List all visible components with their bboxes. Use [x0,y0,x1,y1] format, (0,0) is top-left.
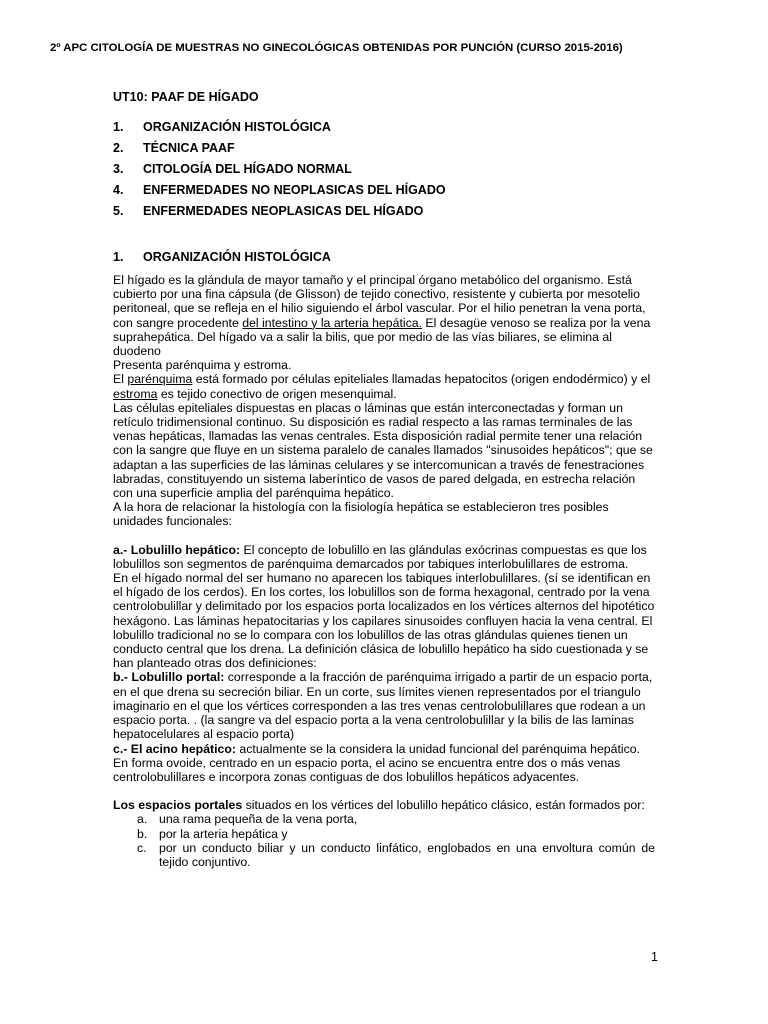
list-label: a. [137,812,148,827]
section-label: ORGANIZACIÓN HISTOLÓGICA [143,250,331,264]
espacios-portales-paragraph [113,798,655,812]
underlined-text: estroma [113,386,158,401]
toc-label: CITOLOGÍA DEL HÍGADO NORMAL [143,162,352,176]
text-run: corresponde a la fracción de parénquima irrigado a partir de un espacio porta, en el que drena su secreción biliar. En un corte, sus límites vienen representados por el triangulo imaginario en el que los vértices corresponden a las tres venas centrolobulillares que rodean a un espacio porta. . (la sangre va del espacio porta a la vena centrolobulillar y la bilis de las laminas hepatocelulares al espacio porta) [113,670,653,742]
toc-label: ENFERMEDADES NEOPLASICAS DEL HÍGADO [143,204,424,218]
paragraph [113,372,655,400]
lobulillo-portal-paragraph [113,670,655,741]
toc-number: 1. [113,120,124,134]
paragraph: A la hora de relacionar la histología con la fisiología hepática se establecieron tres posibles unidades funcionales: [113,500,609,529]
text-run: actualmente se la considera la unidad funcional del parénquima hepático. En forma ovoide, centrado en un espacio porta, el acino se encuentra entre dos o más venas centrolobulillares e incorpora zonas contiguas de dos lobulillos hepáticos adyacentes. [113,741,641,784]
toc-item [113,181,446,202]
underlined-text: parénquima [127,372,193,387]
text-run: es tejido conectivo de origen mesenquimal. [157,386,397,401]
toc-label: ENFERMEDADES NO NEOPLASICAS DEL HÍGADO [143,183,446,197]
paragraph: En el hígado normal del ser humano no aparecen los tabiques interlobulillares. (sí se identifican en el hígado de los cerdos). En los cortes, los lobulillos son de forma hexagonal, centrado por la vena centrolobulillar y delimitado por los espacios porta localizados en los vértices alternos del hipotético hexágono. Las láminas hepatocitarias y los capilares sinusoides confluyen hacia la vena central. El lobulillo tradicional no se lo compara con los lobulillos de las otras glándulas quienes tienen un conducto central que los drena. La definición clásica de lobulillo hepático ha sido cuestionada y se han planteado otras dos definiciones: [113,571,655,671]
acino-hepatico-paragraph [113,742,655,785]
toc-label: ORGANIZACIÓN HISTOLÓGICA [143,120,331,134]
section-body [113,273,655,869]
bold-term: b.- Lobulillo portal: [113,670,225,685]
text-run: El hígado es la glándula de mayor tamaño y el principal órgano metabólico del organismo. Está cubierto por una fina cápsula (de Glisson) de tejido conectivo, resistente y cubierta por mesotelio peritoneal, que se refleja en el hilio siguiendo el árbol vascular. Por el hilio penetran la vena porta, con sangre procedente [113,273,646,330]
text-run: El desagüe venoso se realiza por la vena suprahepática. Del hígado va a salir la bilis, que por medio de las vías biliares, se elimina al duodeno [113,315,651,359]
toc-number: 3. [113,162,124,176]
table-of-contents [113,118,446,223]
paragraph: Presenta parénquima y estroma. [113,358,292,373]
toc-item [113,202,446,223]
text-run: El [113,372,128,387]
section-number: 1. [113,250,124,264]
list-item [113,841,655,869]
intro-paragraph [113,273,655,358]
toc-item [113,139,446,160]
paragraph: Las células epiteliales dispuestas en placas o láminas que están interconectadas y forman un retículo tridimensional continuo. Su disposición es radial respecto a las ramas terminales de las venas hepáticas, llamadas las venas centrales. Esta disposición radial permite tener una relación con la sangre que fluye en un sistema paralelo de canales llamados "sinusoides hepáticos"; que se adaptan a las superficies de las láminas celulares y se intercomunican a través de fenestraciones labradas, constituyendo un sistema laberíntico de vasos de pared delgada, en estrecha relación con una superficie amplia del parénquima hepático. [113,400,653,501]
unit-title: UT10: PAAF DE HÍGADO [113,90,259,104]
bold-term: c.- El acino hepático: [113,741,236,756]
lobulillo-hepatico-paragraph [113,543,655,571]
list-text: una rama pequeña de la vena porta, [159,812,358,827]
running-header: 2º APC CITOLOGÍA DE MUESTRAS NO GINECOLÓGICAS OBTENIDAS POR PUNCIÓN (CURSO 2015-2016) [50,42,623,54]
bold-term: a.- Lobulillo hepático: [113,542,241,557]
list-item [113,812,655,826]
bold-term: Los espacios portales [113,798,243,813]
underlined-text: del intestino y la arteria hepática. [242,315,422,330]
toc-number: 5. [113,204,124,218]
text-run: situados en los vértices del lobulillo hepático clásico, están formados por: [242,798,645,813]
toc-number: 4. [113,183,124,197]
toc-item [113,118,446,139]
list-text: por la arteria hepática y [159,826,288,841]
list-label: b. [137,826,148,841]
toc-label: TÉCNICA PAAF [143,141,235,155]
toc-item [113,160,446,181]
text-run: está formado por células epiteliales llamadas hepatocitos (origen endodérmico) y el [192,372,651,387]
list-item [113,827,655,841]
section-heading [113,250,331,264]
portal-components-list [113,812,655,869]
text-run: El concepto de lobulillo en las glándulas exócrinas compuestas es que los lobulillos son segmentos de parénquima demarcados por tabiques interlobulillares de estroma. [113,542,647,571]
list-label: c. [137,840,147,855]
page-number: 1 [651,950,658,964]
toc-number: 2. [113,141,124,155]
list-text: por un conducto biliar y un conducto linfático, englobados en una envoltura común de tejido conjuntivo. [159,840,655,869]
